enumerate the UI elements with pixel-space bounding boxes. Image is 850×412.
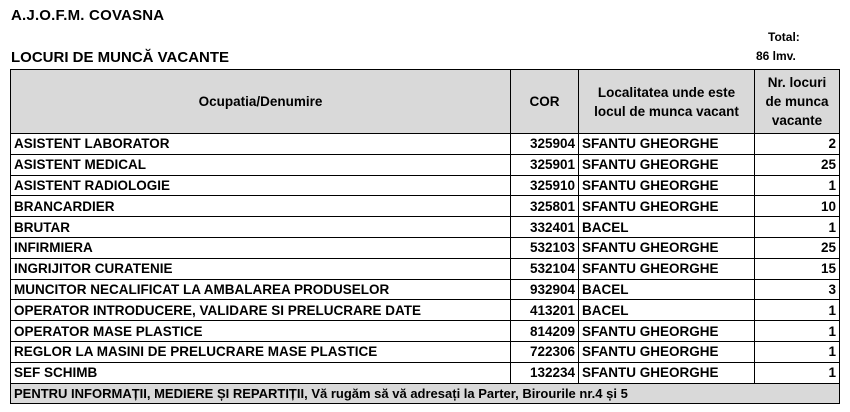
table-row [11,217,840,238]
cell-location: BACEL [579,300,755,321]
cell-location: SFANTU GHEORGHE [579,196,755,217]
cell-occupation: INGRIJITOR CURATENIE [11,258,511,279]
cell-occupation: SEF SCHIMB [11,362,511,383]
table-row [11,175,840,196]
table-body [11,134,840,384]
column-header-occupation: Ocupatia/Denumire [11,70,511,134]
table-header-row [11,70,840,134]
cell-location: SFANTU GHEORGHE [579,321,755,342]
cell-cor: 532103 [511,237,579,258]
table-row [11,134,840,155]
cell-count: 3 [755,279,840,300]
footer-note: PENTRU INFORMAȚII, MEDIERE ȘI REPARTIȚII, Vă rugăm să vă adresați la Parter, Birourile nr.4 și 5 [11,383,840,404]
cell-count: 25 [755,237,840,258]
cell-cor: 932904 [511,279,579,300]
cell-location: SFANTU GHEORGHE [579,134,755,155]
cell-location: SFANTU GHEORGHE [579,258,755,279]
column-header-count: Nr. locuri de munca vacante [755,70,840,134]
cell-count: 1 [755,300,840,321]
column-header-location: Localitatea unde este locul de munca vacant [579,70,755,134]
table-row [11,362,840,383]
cell-occupation: ASISTENT MEDICAL [11,154,511,175]
cell-count: 1 [755,341,840,362]
table-row [11,321,840,342]
cell-location: SFANTU GHEORGHE [579,341,755,362]
cell-count: 1 [755,362,840,383]
cell-cor: 413201 [511,300,579,321]
cell-occupation: INFIRMIERA [11,237,511,258]
table-row [11,237,840,258]
column-header-cor: COR [511,70,579,134]
cell-occupation: BRANCARDIER [11,196,511,217]
cell-location: SFANTU GHEORGHE [579,237,755,258]
cell-count: 25 [755,154,840,175]
cell-cor: 325801 [511,196,579,217]
cell-count: 1 [755,321,840,342]
table-row [11,279,840,300]
cell-occupation: ASISTENT RADIOLOGIE [11,175,511,196]
cell-cor: 325910 [511,175,579,196]
cell-cor: 325901 [511,154,579,175]
cell-cor: 325904 [511,134,579,155]
table-row [11,154,840,175]
cell-occupation: OPERATOR MASE PLASTICE [11,321,511,342]
cell-count: 10 [755,196,840,217]
page-title: LOCURI DE MUNCĂ VACANTE [11,49,230,66]
cell-cor: 332401 [511,217,579,238]
cell-count: 15 [755,258,840,279]
cell-cor: 722306 [511,341,579,362]
table-row [11,341,840,362]
cell-location: BACEL [579,217,755,238]
cell-occupation: ASISTENT LABORATOR [11,134,511,155]
cell-occupation: OPERATOR INTRODUCERE, VALIDARE SI PRELUCRARE DATE [11,300,511,321]
table-row [11,300,840,321]
cell-location: SFANTU GHEORGHE [579,362,755,383]
cell-count: 1 [755,175,840,196]
cell-location: SFANTU GHEORGHE [579,175,755,196]
cell-location: BACEL [579,279,755,300]
total-value: 86 lmv. [756,49,796,63]
table-row [11,196,840,217]
table-footer-row [11,383,840,404]
cell-occupation: MUNCITOR NECALIFICAT LA AMBALAREA PRODUSELOR [11,279,511,300]
table-row [11,258,840,279]
cell-occupation: REGLOR LA MASINI DE PRELUCRARE MASE PLASTICE [11,341,511,362]
total-label: Total: [768,30,800,44]
cell-occupation: BRUTAR [11,217,511,238]
cell-count: 1 [755,217,840,238]
cell-count: 2 [755,134,840,155]
vacancies-table [10,69,840,404]
organization-name: A.J.O.F.M. COVASNA [11,7,165,24]
cell-cor: 132234 [511,362,579,383]
cell-cor: 814209 [511,321,579,342]
cell-cor: 532104 [511,258,579,279]
cell-location: SFANTU GHEORGHE [579,154,755,175]
